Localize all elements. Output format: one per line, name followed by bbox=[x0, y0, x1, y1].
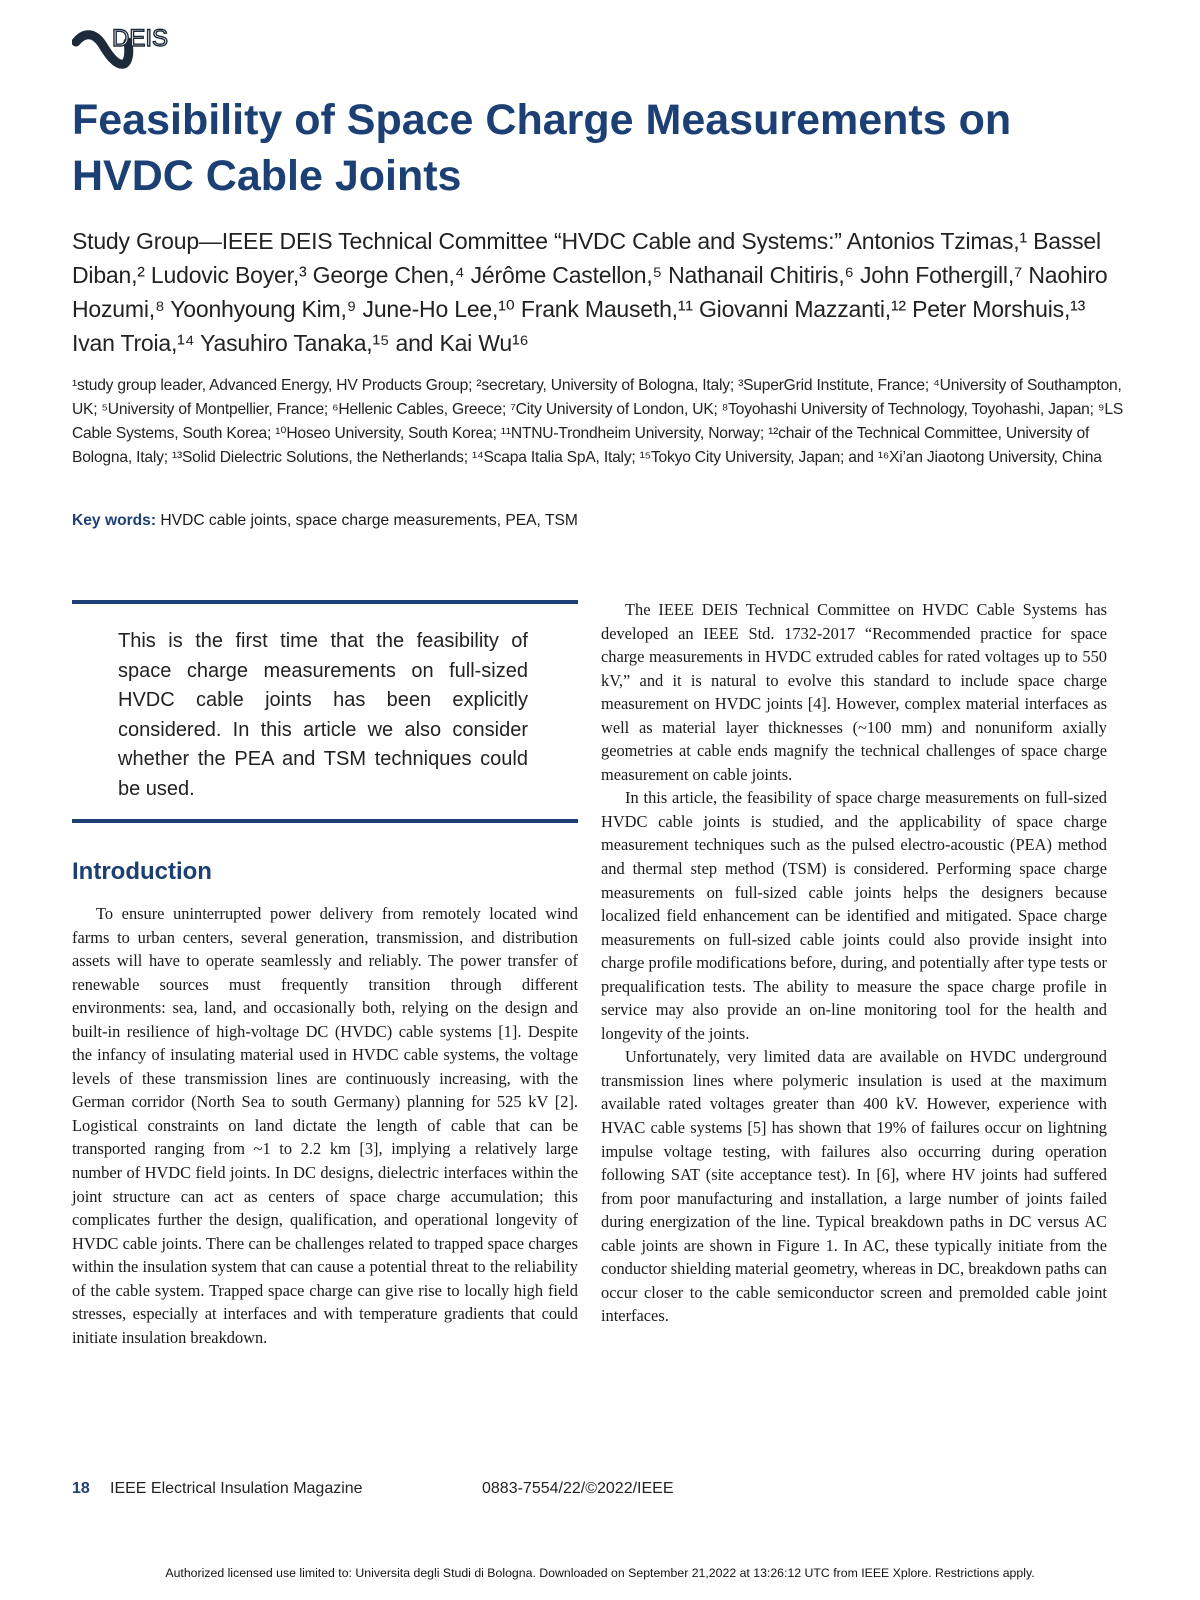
deis-logo bbox=[72, 24, 182, 74]
keywords-label: Key words: bbox=[72, 512, 157, 529]
affiliations: ¹study group leader, Advanced Energy, HV Products Group; ²secretary, University of Bologna, Italy; ³SuperGrid Institute, France; ⁴University of Southampton, UK; ⁵University of Montpellier, France; ⁶Hellenic Cables, Greece; ⁷City University of London, UK; ⁸Toyohashi University of Technology, Toyohashi, Japan; ⁹LS Cable Systems, South Korea; ¹⁰Hoseo University, South Korea; ¹¹NTNU-Trondheim University, Norway; ¹²chair of the Technical Committee, University of Bologna, Italy; ¹³Solid Dielectric Solutions, the Netherlands; ¹⁴Scapa Italia SpA, Italy; ¹⁵Tokyo City University, Japan; and ¹⁶Xi’an Jiaotong University, China bbox=[72, 377, 1124, 466]
pull-quote: This is the first time that the feasibility of space charge measurements on full-sized HVDC cable joints has been explicitly considered. In this article we also consider whether the PEA and TSM techniques could be used. bbox=[118, 630, 528, 800]
logo-text: DEIS bbox=[112, 25, 169, 52]
page-number: 18 bbox=[72, 1480, 90, 1497]
body-paragraph: The IEEE DEIS Technical Committee on HVDC Cable Systems has developed an IEEE Std. 1732-2017 “Recommended practice for space charge measurements in HVDC extruded cables for rated voltages up to 550 kV,” and it is natural to evolve this standard to include space charge measurement on HVDC joints [4]. However, complex material interfaces as well as material layer thicknesses (~100 mm) and nonuniform axially geometries at cable ends magnify the technical challenges of space charge measurement on cable joints. bbox=[601, 600, 1107, 784]
article-title: Feasibility of Space Charge Measurements on HVDC Cable Joints bbox=[72, 96, 1012, 200]
left-column bbox=[72, 902, 578, 1349]
intro-paragraph: To ensure uninterrupted power delivery from remotely located wind farms to urban centers, several generation, transmission, and distribution assets will have to operate seamlessly and reliably. The power transfer of renewable sources must frequently transition through different environments: sea, land, and occasionally both, relying on the design and built-in resilience of high-voltage DC (HVDC) cable systems [1]. Despite the infancy of insulating material used in HVDC cable systems, the voltage levels of these transmission lines are continuously increasing, with the German corridor (North Sea to south Germany) planning for 525 kV [2]. Logistical constraints on land dictate the length of cable that can be transported ranging from ~1 to 2.2 km [3], implying a relatively large number of HVDC field joints. In DC designs, dielectric interfaces within the joint structure can act as centers of space charge accumulation; this complicates further the design, qualification, and operational longevity of HVDC cable joints. There can be challenges related to trapped space charges within the insulation system that can cause a potential threat to the reliability of the cable system. Trapped space charge can give rise to locally high field stresses, especially at interfaces and with temperature gradients that could initiate insulation breakdown. bbox=[72, 904, 578, 1347]
body-paragraph: In this article, the feasibility of space charge measurements on full-sized HVDC cable joints is studied, and the applicability of space charge measurement techniques such as the pulsed electro-acoustic (PEA) method and thermal step method (TSM) is considered. Performing space charge measurements on full-sized cable joints helps the designers because localized field enhancement can be identified and mitigated. Space charge measurements on full-sized cable joints could also provide insight into charge profile modifications before, during, and potentially after type tests or prequalification tests. The ability to measure the space charge profile in service may also provide an on-line monitoring tool for the health and longevity of the joints. bbox=[601, 788, 1107, 1043]
pull-quote-bottom-rule bbox=[72, 819, 578, 823]
keywords-text: HVDC cable joints, space charge measurements, PEA, TSM bbox=[160, 512, 578, 529]
keywords bbox=[72, 509, 1132, 533]
magazine-name: IEEE Electrical Insulation Magazine bbox=[110, 1480, 363, 1497]
license-notice: Authorized licensed use limited to: Universita degli Studi di Bologna. Downloaded on September 21,2022 at 13:26:12 UTC from IEEE Xplore. Restrictions apply. bbox=[165, 1566, 1035, 1580]
author-list: Study Group—IEEE DEIS Technical Committee “HVDC Cable and Systems:” Antonios Tzimas,¹ Bassel Diban,² Ludovic Boyer,³ George Chen,⁴ Jérôme Castellon,⁵ Nathanail Chitiris,⁶ John Fothergill,⁷ Naohiro Hozumi,⁸ Yoonhyoung Kim,⁹ June-Ho Lee,¹⁰ Frank Mauseth,¹¹ Giovanni Mazzanti,¹² Peter Morshuis,¹³ Ivan Troia,¹⁴ Yasuhiro Tanaka,¹⁵ and Kai Wu¹⁶ bbox=[72, 228, 1108, 356]
section-heading-introduction: Introduction bbox=[72, 858, 212, 885]
right-column bbox=[601, 598, 1107, 1328]
body-paragraph: Unfortunately, very limited data are available on HVDC underground transmission lines where polymeric insulation is used at the maximum available rated voltages greater than 400 kV. However, experience with HVAC cable systems [5] has shown that 19% of failures occur on lightning impulse voltage testing, with failures also occurring during operation following SAT (site acceptance test). In [6], where HV joints had suffered from poor manufacturing and installation, a large number of joints failed during energization of the line. Typical breakdown paths in DC versus AC cable joints are shown in Figure 1. In AC, these typically initiate from the conductor shielding material geometry, whereas in DC, breakdown paths can occur closer to the cable semiconductor screen and premolded cable joint interfaces. bbox=[601, 1047, 1107, 1326]
pull-quote-top-rule bbox=[72, 600, 578, 604]
issn-copyright: 0883-7554/22/©2022/IEEE bbox=[482, 1480, 674, 1497]
